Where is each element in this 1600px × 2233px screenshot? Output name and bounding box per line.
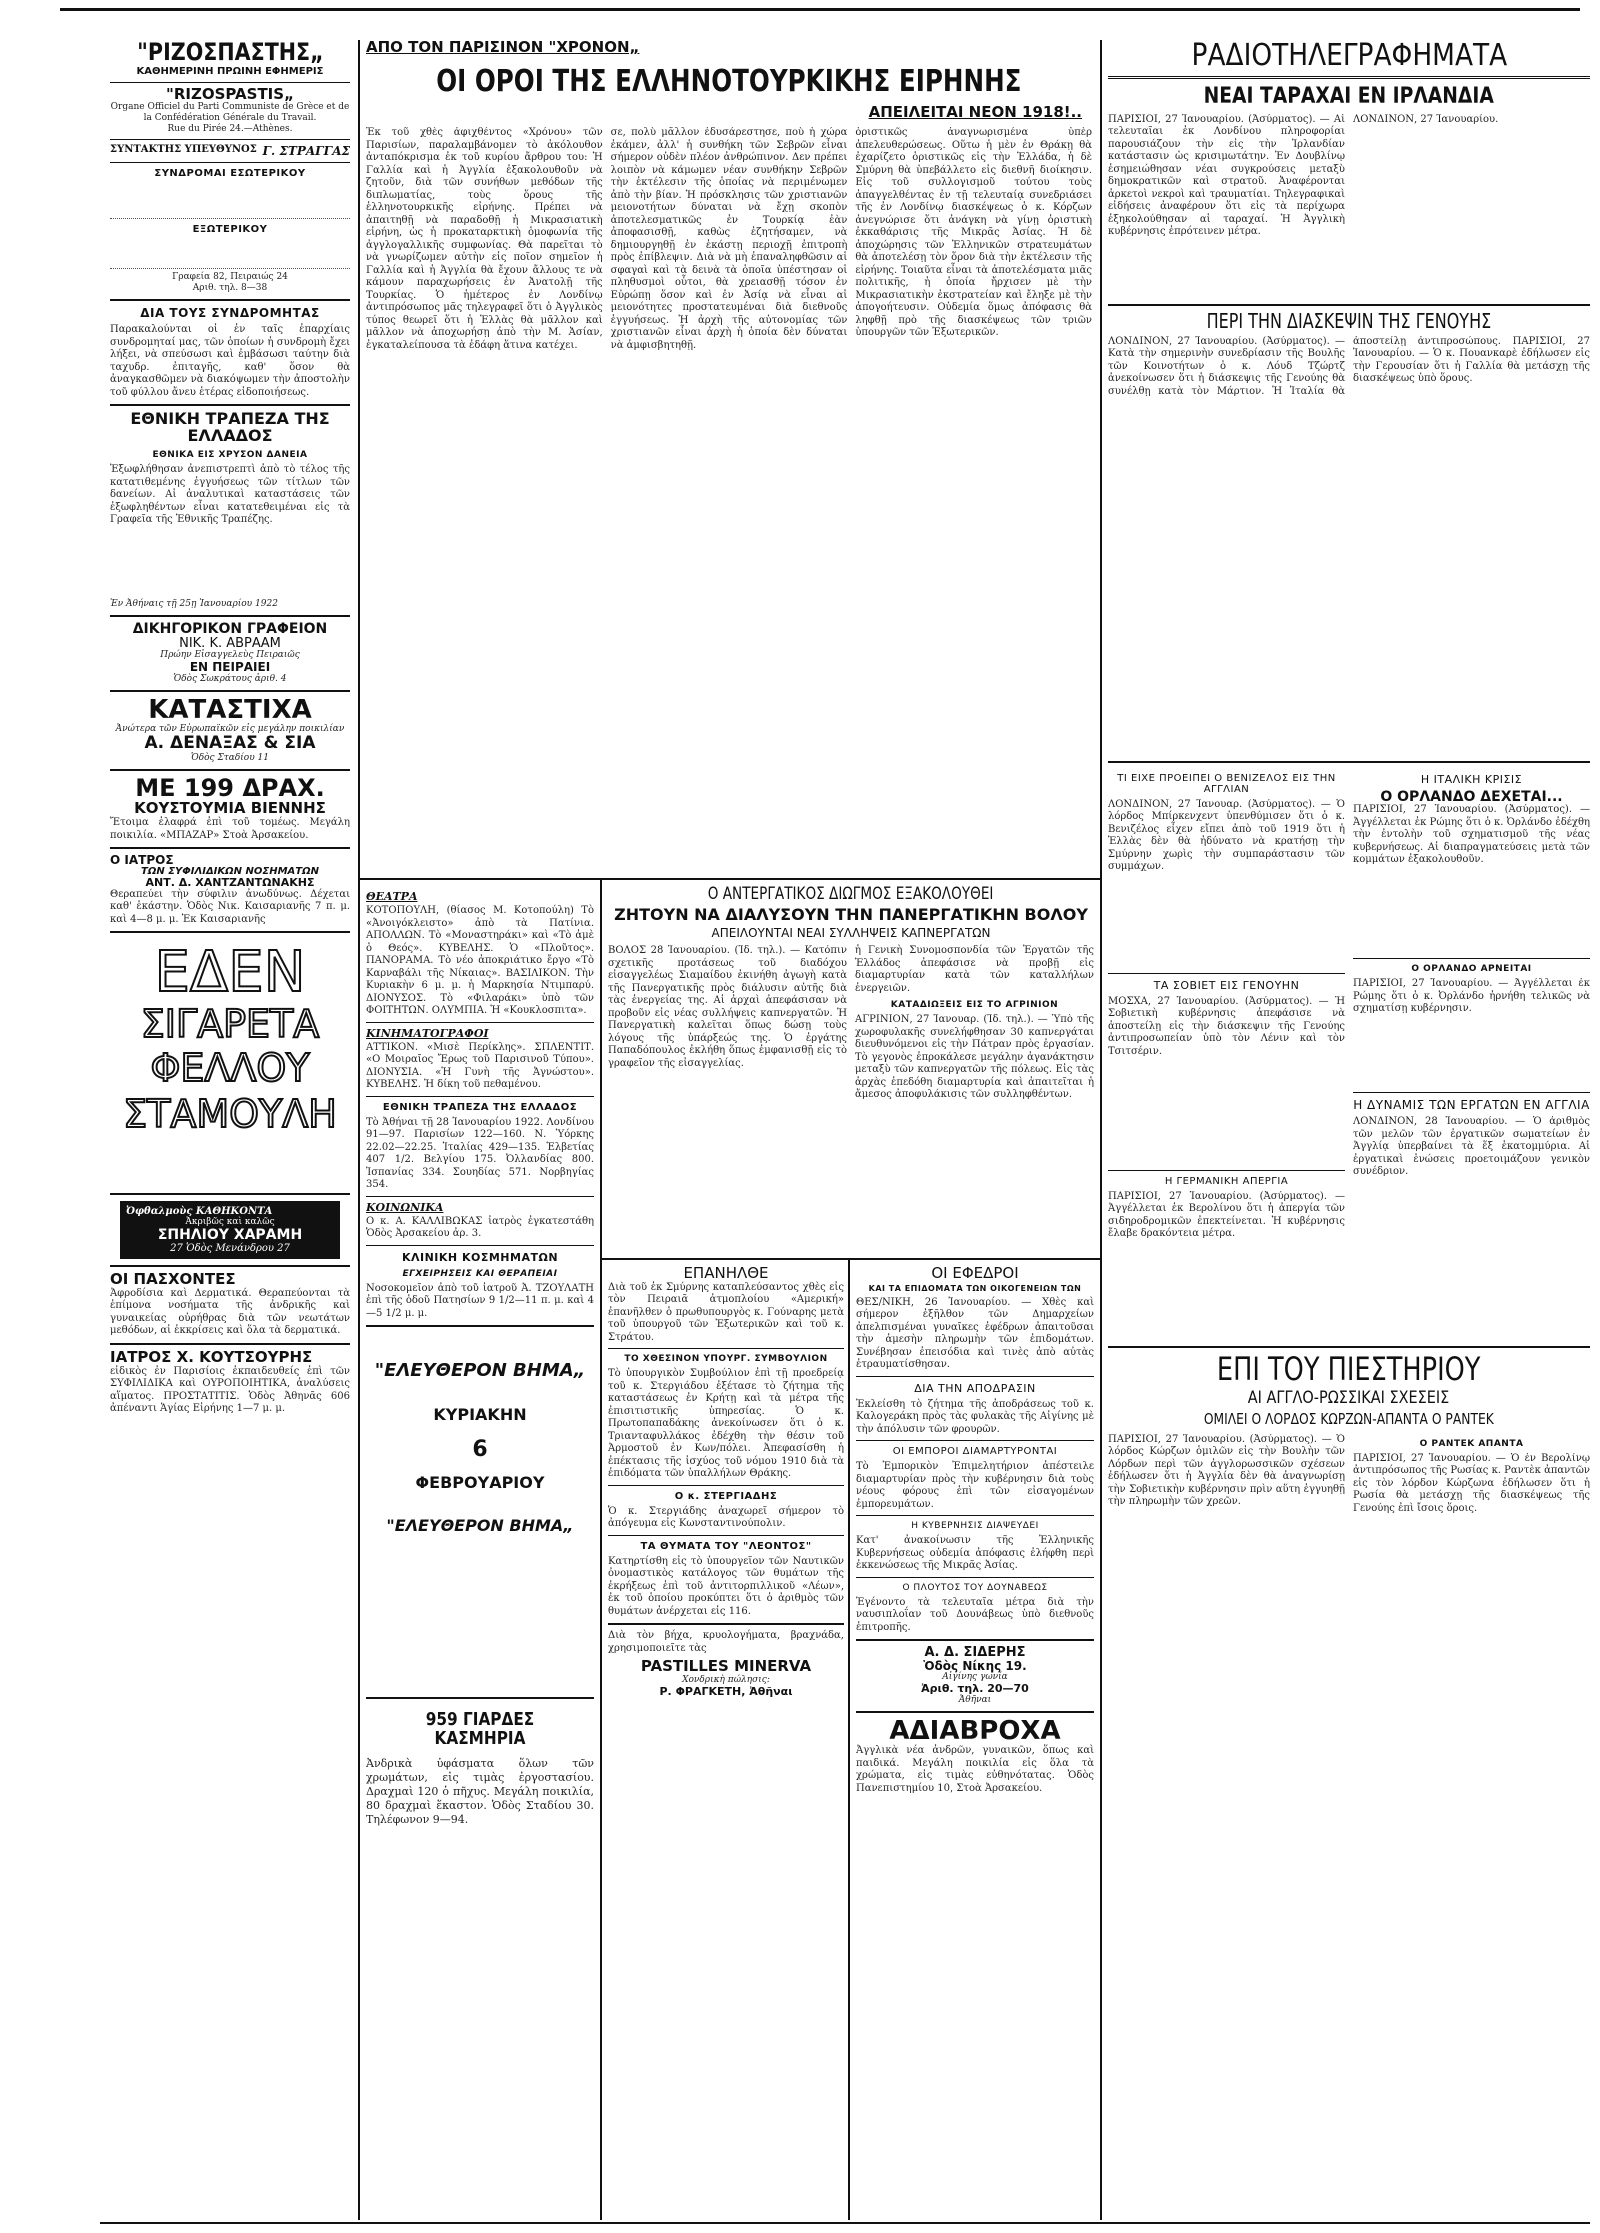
radek-block — [1353, 1434, 1590, 1814]
lawyer-heading: ΔΙΚΗΓΟΡΙΚΟΝ ΓΡΑΦΕΙΟΝ — [132, 621, 328, 638]
bank-rates-heading: ΕΘΝΙΚΗ ΤΡΑΠΕΖΑ ΤΗΣ ΕΛΛΑΔΟΣ — [382, 1101, 578, 1113]
sideris-city: Ἀθῆναι — [958, 1695, 992, 1706]
soviets-text: ΜΟΣΧΑ, 27 Ἰανουαρίου. (Ἀσύρματος). — Ἡ Σοβιετικὴ κυβέρνησις ἀπεφάσισε νὰ ἀποστείλῃ εἰς τὴν διάσκεψιν τῆς Γενούης ἀντιπροσωπείαν ὑπὸ τὸν Λένιν καὶ τὸν Τσιτσέριν. — [1108, 995, 1345, 1057]
main-column-1: Ἐκ τοῦ χθὲς ἀφιχθέντος «Χρόνου» τῶν Παρισίων, παραλαμβάνομεν τὸ ἀκόλουθον ἀνταπόκρισμα ἐκ τοῦ κυρίου ἄρθρου του: Ἡ Γαλλία καὶ ἡ Ἀγγλία ἐξακολουθοῦν νὰ ζητοῦν, διὰ τῶν συνήθων μεθόδων τῆς διπλωματίας, τοὺς ὅρους τῆς ἑλληνοτουρκικῆς εἰρήνης. Πρέπει νὰ ἀπαιτηθῇ νὰ παραδοθῇ ἡ Μικρασιατικὴ εἰρήνη, ὡς ἡ προκαταρκτικὴ ὁμοφωνία τῆς ἀγγλογαλλικῆς συμφωνίας. Θὰ παρεῖται τὸ νὰ γνωρίζωμεν αὐτὴν εἰς ποῖον σημεῖον ἡ Γαλλία καὶ ἡ Ἀγγλία θὰ ἔχουν ἄλλους τε νὰ κάμουν παραχωρήσεις ἐν Ἀνατολῇ τῆς Τουρκίας. Ὁ ἡμέτερος ἐν Λονδίνῳ ἀντιπρόσωπος μᾶς τηλεγραφεῖ ὅτι ὁ Ἀγγλικὸς τύπος θεωρεῖ ὅτι ἡ Ἑλλὰς θὰ μᾶλλον καὶ μᾶλλον νὰ ἀποχωρήσῃ ἀπὸ τὴν Μ. Ἀσίαν, ἐγκαταλείπουσα τὰ ἐδάφη ἅτινα κατέχει. — [366, 127, 603, 351]
optician-address: 27 Ὁδὸς Μενάνδρου 27 — [170, 1243, 290, 1255]
stergiadis-heading: Ο κ. ΣΤΕΡΓΙΑΔΗΣ — [674, 1490, 778, 1502]
press-subheading-2: ΟΜΙΛΕΙ Ο ΛΟΡΔΟΣ ΚΩΡΖΩΝ-ΑΠΑΝΤΑ Ο ΡΑΝΤΕΚ — [1204, 1410, 1494, 1429]
pastilles-sub: Χονδρικὴ πώλησις: — [682, 1675, 770, 1685]
sideris-phone: Ἀριθ. τηλ. 20—70 — [921, 1682, 1029, 1696]
german-strike-heading: Η ΓΕΡΜΑΝΙΚΗ ΑΠΕΡΓΙΑ — [1164, 1175, 1289, 1187]
radio-body — [1108, 114, 1590, 299]
social-heading: ΚΟΙΝΩΝΙΚΑ — [366, 1200, 444, 1214]
theatre-text: ΚΟΤΟΠΟΥΛΗ, (θίασος Μ. Κοτοπούλη) Τὸ «Ἀνοιγόκλειστο» ἀπὸ τὰ Πατίνια. ΑΠΟΛΛΩΝ. Τὸ «Μοναστηράκι» καὶ «Τὸ ἀμὲ ὁ Θεός». ΚΥΒΕΛΗΣ. Ὁ «Πλοῦτος». ΠΑΝΟΡΑΜΑ. Τὸ νέο ἀποκριάτικο ἔργο «Τὸ Καρναβάλι τῆς Νίκαιας». ΒΑΣΙΛΙΚΟΝ. Τὴν Κυριακὴν 6 μ. μ. ἡ Μαρκησία Ντιμπαρύ. ΔΙΟΝΥΣΟΣ. Τὸ «Φιλαράκι» ὑπὸ τῶν ΦΟΙΤΗΤΩΝ. ΟΛΥΜΠΙΑ. Ἡ «Κουκλοσπιτα». — [366, 905, 594, 1016]
vima-date: 6 — [472, 1436, 488, 1462]
suits-heading: ΚΟΥΣΤΟΥΜΙΑ ΒΙΕΝΝΗΣ — [134, 799, 326, 818]
masthead-director — [110, 144, 350, 158]
top-rule — [60, 8, 1580, 11]
doctor-heading: Ο ΙΑΤΡΟΣ — [110, 853, 174, 868]
column-rule — [1100, 40, 1102, 2220]
eden-ad-line3: ΦΕΛΛΟΥ — [150, 1046, 310, 1091]
vima-title-2: "ΕΛΕΥΘΕΡΟΝ ΒΗΜΑ„ — [386, 1515, 574, 1535]
labor-body — [608, 945, 1094, 1245]
main-subhead: ΑΠΕΙΛΕΙΤΑΙ ΝΕΟΝ 1918!.. — [868, 103, 1082, 122]
eden-ad-line1: ΕΔΕΝ — [154, 940, 306, 1006]
main-column-2: σε, πολὺ μᾶλλον ἐδυσάρεστησε, ποὺ ἡ χώρα ἐκάμεν, ἀλλ' ἡ συνθήκη τῶν Σεβρῶν εἶναι σήμερον οὐδὲν πλέον ἀνθρώπινον. Δεν πρέπει λοιπὸν νὰ κάμωμεν νέαν συνθήκην Σεβρῶν τὴν ἐκτέλεσιν τῆς ὁποίας νὰ περιμένωμεν ἀπὸ τὴν βίαν. Ἡ πρόσκλησις τῶν χριστιανῶν μειονοτήτων δύναται νὰ ἔχῃ σκοπὸν ἀποτελεσματικῶς ἐν Τουρκίᾳ ἐὰν ἀποφασισθῇ, καθὼς ἐζητήσαμεν, νὰ δημιουργηθῇ ἐν ἑκάστῃ περιοχῇ ἐπιτροπὴ πρὸς ἐπίβλεψιν. Διὰ νὰ μὴ ἐπαναληφθῶσιν αἱ σφαγαὶ καὶ τὰ δεινὰ τὰ ὁποῖα ὑπέστησαν οἱ πληθυσμοὶ οὗτοι, θὰ χρειασθῇ τόσον ἐν Εὐρώπῃ ὅσον καὶ ἐν Ἀσίᾳ νὰ εἶναι αἱ μειονότητες προστατευμέναι διὰ διεθνοῦς ἐγγυήσεως. Ἡ ἀρχὴ τῆς αὐτονομίας τῶν χριστιανῶν εἶναι ἀρχὴ ἡ ὁποία δὲν δύναται νὰ ἀμφισβητηθῇ. — [610, 127, 848, 351]
clinic-heading: ΚΛΙΝΙΚΗ ΚΟΣΜΗΜΑΤΩΝ — [401, 1250, 559, 1264]
leontos-text: Κατηρτίσθη εἰς τὸ ὑπουργεῖον τῶν Ναυτικῶν ὀνομαστικὸς κατάλογος τῶν θυμάτων τῆς ἐκρήξεως ἐπὶ τοῦ ἀντιτορπιλλικοῦ «Λέων», ἐκ τοῦ ὁποίου προκύπτει ὅτι ὁ ἀριθμὸς τῶν θυμάτων ἀνέρχεται εἰς 116. — [608, 1555, 844, 1617]
main-headline: ΟΙ ΟΡΟΙ ΤΗΣ ΕΛΛΗΝΟΤΟΥΡΚΙΚΗΣ ΕΙΡΗΝΗΣ — [436, 63, 1022, 99]
epanelthe-text: Διὰ τοῦ ἐκ Σμύρνης καταπλεύσαντος χθὲς εἰς τὸν Πειραιᾶ ἀτμοπλοίου «Αμερική» ἐπανῆλθεν ὁ πρωθυπουργὸς κ. Γούναρης μετὰ τοῦ ὑπουργοῦ τῶν Ἐξωτερικῶν καὶ τοῦ κ. Στράτου. — [608, 1281, 844, 1343]
column-rule — [358, 40, 360, 2220]
shop-address: Ὁδὸς Σταδίου 11 — [190, 753, 270, 764]
section-rule — [602, 1258, 1100, 1260]
lawyer-city: ΕΝ ΠΕΙΡΑΙΕΙ — [189, 660, 271, 675]
radio-heading: ΡΑΔΙΟΤΗΛΕΓΡΑΦΗΜΑΤΑ — [1108, 40, 1590, 79]
press-body — [1108, 1434, 1590, 1814]
prosecution-text: ΑΓΡΙΝΙΟΝ, 27 Ἰανουαρ. (Ἰδ. τηλ.). — Ὑπὸ τῆς χωροφυλακῆς συνελήφθησαν 30 καπνεργάται διευθυνόμενοι εἰς τὴν Πάτραν πρὸς ἐργασίαν. Τὸ γεγονὸς ἐπροκάλεσε μεγάλην ἀγανάκτησιν μεταξὺ τῶν καπνεργατῶν τῆς πόλεως. Εἰς τὰς ἀρχὰς ἐπεδόθη διαμαρτυρία καὶ ἀπαιτεῖται ἡ ἄμεσος ἀποφυλάκισις τῶν συλληφθέντων. — [855, 1014, 1094, 1101]
subs-interior: ΣΥΝΔΡΟΜΑΙ ΕΣΩΤΕΡΙΚΟΥ — [154, 168, 306, 180]
shop-name: Α. ΔΕΝΑΞΑΣ & ΣΙΑ — [144, 733, 316, 754]
conference-heading: ΠΕΡΙ ΤΗΝ ΔΙΑΣΚΕΨΙΝ ΤΗΣ ΓΕΝΟΥΗΣ — [1206, 308, 1492, 333]
eden-ad-line4: ΣΤΑΜΟΥΛΗ — [123, 1092, 337, 1137]
soviets-heading: ΤΑ ΣΟΒΙΕΤ ΕΙΣ ΓΕΝΟΥΗΝ — [1153, 978, 1300, 992]
sideris-corner: Αἰγίνης γωνία — [942, 1672, 1008, 1683]
vima-title: "ΕΛΕΥΘΕΡΟΝ ΒΗΜΑ„ — [374, 1360, 586, 1381]
lawyer-address: Ὁδὸς Σωκράτους ἀριθ. 4 — [173, 673, 287, 684]
press-heading: ΕΠΙ ΤΟΥ ΠΙΕΣΤΗΡΙΟΥ — [1217, 1349, 1481, 1388]
doctor-name: ΑΝΤ. Δ. ΧΑΝΤΖΑΝΤΩΝΑΚΗΣ — [145, 876, 315, 890]
subscribers-heading: ΔΙΑ ΤΟΥΣ ΣΥΝΔΡΟΜΗΤΑΣ — [140, 306, 320, 321]
clinic-text: Νοσοκομεῖον ἀπὸ τοῦ ἰατροῦ Ἀ. ΤΖΟΥΛΑΤΗ ἐπὶ τῆς ὁδοῦ Πατησίων 9 1/2—11 π. μ. καὶ 4—5 1/2 μ. μ. — [366, 1282, 594, 1319]
ministry-heading: ΤΟ ΧΘΕΣΙΝΟΝ ΥΠΟΥΡΓ. ΣΥΜΒΟΥΛΙΟΝ — [624, 1354, 828, 1365]
subs-exterior-rates — [110, 239, 350, 269]
right-column — [1108, 40, 1590, 2220]
radio-text-1: ΠΑΡΙΣΙΟΙ, 27 Ἰανουαρίου. (Ἀσύρματος). — Αἱ τελευταῖαι ἐκ Λονδίνου πληροφορίαι παρουσιάζουν τὴν εἰς τὴν Ἰρλανδίαν κατάστασιν ὡς κρισιμωτάτην. Ἐν Δουβλίνῳ ἐσημειώθησαν νέαι συγκρούσεις μεταξὺ δημοκρατικῶν καὶ στρατοῦ. Ἀναφέρονται ἀρκετοὶ νεκροὶ καὶ τραυματίαι. Τηλεγραφικαὶ εἰδήσεις ἀναφέρουν ὅτι εἰς τὰ περίχωρα ἐξηκολούθησαν αἱ ταραχαί. Ἡ Ἀγγλικὴ κυβέρνησις ἐπρότεινεν μέτρα. — [1108, 113, 1345, 238]
vima-ad — [366, 1332, 594, 1692]
bank-rates-text: Τὸ Ἀθήναι τῇ 28 Ἰανουαρίου 1922. Λονδίνου 91—97. Παρισίων 122—160. Ν. Ὑόρκης 22.02—22.25. Ἰταλίας 429—135. Ἑλβετίας 407 1/2. Βελγίου 175. Ὀλλανδίας 800. Ἰσπανίας 334. Σουηδίας 571. Νορβηγίας 354. — [366, 1116, 594, 1190]
lawyer-name: ΝΙΚ. Κ. ΑΒΡΑΑΜ — [179, 635, 281, 651]
bank-subheading: ΕΘΝΙΚΑ ΕΙΣ ΧΡΥΣΟΝ ΔΑΝΕΙΑ — [152, 450, 308, 461]
labor-article — [608, 886, 1094, 1258]
main-article — [366, 40, 1092, 880]
bank-text: Ἐξωφλήθησαν ἀνεπιστρεπτὶ ἀπὸ τὸ τέλος τῆς κατατιθεμένης ἐγγυήσεως τῶν τίτλων τῶν δανείων. Αἱ ἀναλυτικαὶ καταστάσεις τῶν ἐξωφληθέντων εἶναι κατατεθειμέναι εἰς τὰ Γραφεῖα τῆς Ἐθνικῆς Τραπέζης. — [110, 464, 350, 526]
merchants-heading: ΟΙ ΕΜΠΟΡΟΙ ΔΙΑΜΑΡΤΥΡΟΝΤΑΙ — [892, 1446, 1058, 1458]
ephedroi-text: ΘΕΣ/ΝΙΚΗ, 26 Ἰανουαρίου. — Χθὲς καὶ σήμερον ἐξῆλθον τῶν Δημαρχείων ἀπελπισμέναι γυναῖκες ἐφέδρων ἀπαιτοῦσαι τὴν ἀμεσὴν πληρωμὴν τῶν ἐπιδομάτων. Συνέβησαν ἐπεισόδια καὶ τινὲς ἀπὸ αὐτὰς ἐτραυματίσθησαν. — [856, 1296, 1094, 1371]
orlando-heading: Ο ΟΡΛΑΝΔΟ ΑΡΝΕΙΤΑΙ — [1411, 964, 1532, 975]
labor-column-2 — [855, 945, 1094, 1245]
theatre-column — [366, 886, 594, 2216]
prosecution-heading: ΚΑΤΑΔΙΩΞΕΙΣ ΕΙΣ ΤΟ ΑΓΡΙΝΙΟΝ — [890, 1000, 1059, 1011]
suits-price: ΜΕ 199 ΔΡΑΧ. — [135, 774, 325, 803]
labor-subhead: ΑΠΕΙΛΟΥΝΤΑΙ ΝΕΑΙ ΣΥΛΛΗΨΕΙΣ ΚΑΠΝΕΡΓΑΤΩΝ — [711, 925, 991, 940]
kashmir-text: Ἀνδρικὰ ὑφάσματα ὅλων τῶν χρωμάτων, εἰς τιμὰς ἐργοστασίου. Δραχμαὶ 120 ὁ πῆχυς. Μεγάλη ποικιλία, 80 δραχμαὶ ἕκαστον. Ὁδὸς Σταδίου 30. Τηλέφωνον 9—94. — [366, 1756, 594, 1826]
govt-text: Κατ' ἀνακοίνωσιν τῆς Ἑλληνικῆς Κυβερνήσεως οὐδεμία ἀπόφασις ἐλήφθη περὶ ἐκκενώσεως τῆς Μικρᾶς Ἀσίας. — [856, 1535, 1094, 1572]
german-strike-text: ΠΑΡΙΣΙΟΙ, 27 Ἰανουαρίου. (Ἀσύρματος). — Ἀγγέλλεται ἐκ Βερολίνου ὅτι ἡ ἀπεργία τῶν σιδηροδρομικῶν ἐπεκτείνεται. Ἡ κυβέρνησις ἔλαβε δρακόντεια μέτρα. — [1108, 1190, 1345, 1240]
ephedroi-column — [856, 1266, 1094, 2216]
debt-text: Ἐγένοντο τὰ τελευταῖα μέτρα διὰ τὴν ναυσιπλοΐαν τοῦ Δουνάβεως ὑπὸ διεθνοῦς ἐπιτροπῆς. — [856, 1596, 1094, 1633]
kashmir-heading: 959 ΓΙΑΡΔΕΣ ΚΑΣΜΗΡΙΑ — [425, 1709, 535, 1749]
masthead-latin-title: "RIZOSPASTIS„ — [166, 84, 294, 103]
eden-cigarette-ad — [110, 938, 350, 1188]
venizelos-heading: ΤΙ ΕΙΧΕ ΠΡΟΕΙΠΕΙ Ο ΒΕΝΙΖΕΛΟΣ ΕΙΣ ΤΗΝ ΑΓΓΛΙΑΝ — [1117, 772, 1336, 795]
workers-heading: Η ΔΥΝΑΜΙΣ ΤΩΝ ΕΡΓΑΤΩΝ ΕΝ ΑΓΓΛΙΑ — [1353, 1098, 1590, 1113]
masthead-title: "ΡΙΖΟΣΠΑΣΤΗΣ„ — [136, 40, 324, 66]
radio-subheading: ΝΕΑΙ ΤΑΡΑΧΑΙ ΕΝ ΙΡΛΑΝΔΙΑ — [1203, 83, 1495, 109]
doctor2-text: εἰδικὸς ἐν Παρισίοις ἐκπαιδευθείς ἐπὶ τῶν ΣΥΦΙΛΙΔΙΚΑ καὶ ΟΥΡΟΠΟΙΗΤΙΚΑ, ἀναλύσεις αἵματος. ΠΡΟΣΤΑΤΙΤΙΣ. Ὁδὸς Ἀθηνᾶς 606 ἀπέναντι Ἁγίας Εἰρήνης 1—7 μ. μ. — [110, 1365, 350, 1415]
subscribers-text: Παρακαλούνται οἱ ἐν ταῖς ἐπαρχίαις συνδρομηταί μας, τῶν ὁποίων ἡ συνδρομὴ ἔχει λήξει, νὰ σπεύσωσι καὶ ἐμβάσωσι ταύτην διὰ ταχυδρ. ἐπιταγῆς, καθ' ὅσον θὰ ἀναγκασθῶμεν νὰ διακόψωμεν τὴν ἀποστολὴν τοῦ φύλλου ἄνευ ἑτέρας εἰδοποιήσεως. — [110, 324, 350, 398]
shop-heading: ΚΑΤΑΣΤΙΧΑ — [148, 694, 312, 725]
column-rule — [848, 1260, 850, 2220]
sideris-name: Α. Δ. ΣΙΔΕΡΗΣ — [924, 1645, 1026, 1661]
rain-text: Ἀγγλικὰ νέα ἀνδρῶν, γυναικῶν, ὅπως καὶ παιδικά. Μεγάλη ποικιλία εἰς ὅλα τὰ χρώματα, εἰς τιμὰς εὐθηνότατας. Ὁδὸς Πανεπιστημίου 10, Στοὰ Ἀρσακείου. — [856, 1745, 1094, 1794]
passengers-heading: ΟΙ ΠΑΣΧΟΝΤΕΣ — [110, 1270, 236, 1289]
pastilles-text: Διὰ τὸν βήχα, κρυολογήματα, βραχνάδα, χρησιμοποιεῖτε τὰς — [608, 1630, 844, 1654]
orlando-text: ΠΑΡΙΣΙΟΙ, 27 Ἰανουαρίου. — Ἀγγέλλεται ἐκ Ρώμης ὅτι ὁ κ. Ὀρλάνδο ἠρνήθη τελικῶς νὰ σχηματίσῃ κυβέρνησιν. — [1353, 978, 1590, 1015]
pastilles-heading: PASTILLES MINERVA — [640, 1657, 812, 1676]
cinema-heading: ΚΙΝΗΜΑΤΟΓΡΑΦΟΙ — [366, 1026, 489, 1040]
director-name: Γ. ΣΤΡΑΓΓΑΣ — [262, 144, 350, 159]
labor-headline: ΖΗΤΟΥΝ ΝΑ ΔΙΑΛΥΣΟΥΝ ΤΗΝ ΠΑΝΕΡΓΑΤΙΚΗΝ ΒΟΛΟΥ — [614, 904, 1088, 924]
bank-date: Ἐν Ἀθήναις τῇ 25ῃ Ἰανουαρίου 1922 — [110, 599, 278, 610]
bottom-rule — [100, 2222, 1590, 2224]
optician-name: ΣΠΗΛΙΟΥ ΧΑΡΑΜΗ — [157, 1227, 303, 1244]
masthead-organ: Organe Officiel du Parti Communiste de Grèce et de la Confédération Générale du Travail. — [110, 102, 350, 124]
optician-line1: Ὀφθαλμοὺς ΚΑΘΗΚΟΝΤΑ — [126, 1206, 273, 1218]
labor-column-2-text: ἡ Γενικὴ Συνομοσπονδία τῶν Ἐργατῶν τῆς Ἑλλάδος ἀπεφάσισε νὰ προβῇ εἰς διαμαρτυρίαν κατὰ τῶν καταλλήλων ἐνεργειῶν. — [855, 945, 1094, 994]
left-column — [110, 40, 350, 2220]
venizelos-text: ΛΟΝΔΙΝΟΝ, 27 Ἰανουαρ. (Ἀσύρματος). — Ὁ λόρδος Μπίρκενχεντ ὑπενθύμισεν ὅτι ὁ κ. Βενιζέλος εἶχεν εἴπει ἀπὸ τοῦ 1919 ὅτι ἡ Ἑλλὰς δὲν θὰ ἠδύνατο νὰ κρατήσῃ τὴν Σμύρνην χωρὶς τὴν συμπαράστασιν τῶν συμμάχων. — [1108, 798, 1345, 873]
debt-heading: Ο ΠΛΟΥΤΟΣ ΤΟΥ ΔΟΥΝΑΒΕΩΣ — [902, 1582, 1048, 1593]
doctor2-heading: ΙΑΤΡΟΣ Χ. ΚΟΥΤΣΟΥΡΗΣ — [110, 1347, 313, 1366]
masthead-subtitle: ΚΑΘΗΜΕΡΙΝΗ ΠΡΩΙΝΗ ΕΦΗΜΕΡΙΣ — [136, 66, 324, 78]
masthead-phone: Αριθ. τηλ. 8—38 — [192, 283, 268, 294]
ephedroi-heading: ΟΙ ΕΦΕΔΡΟΙ — [931, 1266, 1019, 1282]
italy-text: ΠΑΡΙΣΙΟΙ, 27 Ἰανουαρίου. (Ἀσύρματος). — Ἀγγέλλεται ἐκ Ρώμης ὅτι ὁ κ. Ὀρλάνδο ἐδέχθη τὴν ἐντολὴν τοῦ σχηματισμοῦ τῆς νέας κυβερνήσεως. Αἱ διαπραγματεύσεις μετὰ τῶν κομμάτων ἐξακολουθοῦν. — [1353, 804, 1590, 866]
labor-kicker: Ο ΑΝΤΕΡΓΑΤΙΚΟΣ ΔΙΩΓΜΟΣ ΕΞΑΚΟΛΟΥΘΕΙ — [708, 886, 994, 904]
main-column-3: ὁριστικῶς ἀναγνωρισμένα ὑπὲρ ἀπελευθερώσεως. Οὕτω ἡ μὲν ἐν Θράκῃ θὰ ἐχαρίζετο ὁριστικῶς εἰς τὴν Ἑλλάδα, ἡ δὲ Σμύρνη θὰ ὑπεβάλλετο εἰς διεθνῆ διοίκησιν. Εἰς τοῦ συλλογισμοῦ τούτου τοὺς ἀπαγγελθέντας ἐν τῇ τελευταίᾳ συνεδριάσει τῆς ἐν Λονδίνῳ διασκέψεως ὁ κ. Κόρζων ἀνεγνώρισε ὅτι ἀνάγκη νὰ γίνῃ ὁριστικὴ ἐκκαθάρισις τῆς Μικρᾶς Ἀσίας. Ἡ δὲ ἀποχώρησις τῶν Ἑλληνικῶν στρατευμάτων θὰ ἀποτελέσῃ τὸν ὅρον διὰ τὴν ἐκτέλεσιν τῆς εἰρήνης. Τοιαῦτα εἶναι τὰ ἀποτελέσματα μιᾶς πολιτικῆς, ἡ ὁποία ἤρχισεν μὲ τὴν Μικρασιατικὴν ἐκστρατείαν καὶ ἔληξε μὲ τὴν ἀπογοήτευσιν. Οὐδεμία ὅμως ἀπόφασις θὰ ληφθῇ πρὸ τῆς διασκέψεως τῶν τριῶν ὑπουργῶν τῶν Ἐξωτερικῶν. — [855, 127, 1092, 338]
epanelthe-heading: ΕΠΑΝΗΛΘΕ — [683, 1266, 769, 1282]
govt-heading: Η ΚΥΒΕΡΝΗΣΙΣ ΔΙΑΨΕΥΔΕΙ — [911, 1521, 1039, 1532]
conference-text: ΛΟΝΔΙΝΟΝ, 27 Ἰανουαρίου. (Ἀσύρματος). — Κατὰ τὴν σημερινὴν συνεδρίασιν τῆς Βουλῆς τῶν Κοινοτήτων ὁ κ. Λόυδ Τζώρτζ ἀνεκοίνωσεν ὅτι ἡ διάσκεψις τῆς Γενούης θὰ συνέλθῃ κατὰ τὸν Μάρτιον. Ἡ Ἰταλία θὰ ἀποστείλῃ ἀντιπροσώπους. ΠΑΡΙΣΙΟΙ, 27 Ἰανουαρίου. — Ὁ κ. Πουανκαρὲ ἐδήλωσεν εἰς τὴν Γερουσίαν ὅτι ἡ Γαλλία θὰ μετάσχῃ τῆς διασκέψεως ὑπὸ ὅρους. — [1108, 335, 1590, 397]
leontos-heading: ΤΑ ΘΥΜΑΤΑ ΤΟΥ "ΛΕΟΝΤΟΣ" — [640, 1540, 812, 1552]
sideris-address: Ὁδὸς Νίκης 19. — [923, 1658, 1027, 1673]
director-label: ΣΥΝΤΑΚΤΗΣ ΥΠΕΥΘΥΝΟΣ — [110, 144, 257, 156]
pastilles-seller: Ρ. ΦΡΑΓΚΕΤΗ, Ἀθῆναι — [659, 1685, 793, 1698]
labor-column-1: ΒΟΛΟΣ 28 Ἰανουαρίου. (Ἰδ. τηλ.). — Κατόπιν σχετικῆς προτάσεως τοῦ διαδόχου εἰσαγγελέως Σιαμαίδου ἐκινήθη ἀγωγὴ κατὰ τῆς Πανεργατικῆς πρὸς διάλυσιν αὐτῆς διὰ τὰς ἐνεργείας της. Αἱ ἀρχαὶ ἀπεφάσισαν νὰ προβοῦν εἰς νέας συλλήψεις καπνεργατῶν. Ἡ Πανεργατικὴ καλεῖται ὅπως δώσῃ τοὺς λόγους τῆς ὑπάρξεώς της. Ὁ ἐργάτης Παπαδόπουλος ἐκλήθη ὅπως ἐμφανισθῇ εἰς τὸ γραφεῖον τῆς εἰσαγγελίας. — [608, 945, 847, 1069]
right-subcol-1 — [1108, 768, 1345, 1341]
bank-heading: ΕΘΝΙΚΗ ΤΡΑΠΕΖΑ ΤΗΣ ΕΛΛΑΔΟΣ — [130, 409, 330, 446]
vima-month: ΦΕΒΡΟΥΑΡΙΟΥ — [415, 1472, 545, 1492]
column-rule — [600, 880, 602, 2220]
subs-exterior: ΕΞΩΤΕΡΙΚΟΥ — [192, 224, 268, 236]
section-rule — [360, 878, 1100, 880]
workers-text: ΛΟΝΔΙΝΟΝ, 28 Ἰανουαρίου. — Ὁ ἀριθμὸς τῶν μελῶν τῶν ἐργατικῶν σωματείων ἐν Ἀγγλίᾳ ὑπερβαίνει τὰ ἕξ ἑκατομμύρια. Αἱ ἐργατικαὶ ἑνώσεις προετοιμάζουν γενικὸν συνέδριον. — [1353, 1116, 1590, 1178]
lawyer-sub: Πρώην Εἰσαγγελεὺς Πειραιῶς — [160, 650, 300, 661]
press-text: ΠΑΡΙΣΙΟΙ, 27 Ἰανουαρίου. (Ἀσύρματος). — Ὁ λόρδος Κώρζων ὁμιλῶν εἰς τὴν Βουλὴν τῶν Λόρδων περὶ τῶν ἀγγλορωσσικῶν σχέσεων ἐδήλωσεν ὅτι ἡ Ἀγγλία δὲν θὰ ἀναγνωρίσῃ τὴν Σοβιετικὴν κυβέρνησιν πρὶν αὕτη ἐγγυηθῇ τὴν πληρωμὴν τῶν χρεῶν. — [1108, 1433, 1345, 1508]
merchants-text: Τὸ Ἐμπορικὸν Ἐπιμελητήριον ἀπέστειλε διαμαρτυρίαν πρὸς τὴν κυβέρνησιν διὰ τοὺς νέους φόρους ἐπὶ τῶν εἰσαγομένων ἐμπορευμάτων. — [856, 1461, 1094, 1510]
right-subcol-2 — [1353, 768, 1590, 1341]
escape-text: Ἐκλείσθη τὸ ζήτημα τῆς ἀποδράσεως τοῦ κ. Καλογεράκη πρὸς τὰς φυλακὰς τῆς Αἰγίνης μὲ τὴν ἀπόλυσιν τῶν φρουρῶν. — [856, 1398, 1094, 1435]
right-two-cols — [1108, 768, 1590, 1341]
theatre-heading: ΘΕΑΤΡΑ — [366, 890, 418, 903]
clinic-subheading: ΕΓΧΕΙΡΗΣΕΙΣ ΚΑΙ ΘΕΡΑΠΕΙΑΙ — [402, 1268, 558, 1279]
suits-text: Ἔτοιμα ἐλαφρά ἐπὶ τοῦ τομέως. Μεγάλη ποικιλία. «ΜΠΑΖΑΡ» Στοὰ Ἀρσακείου. — [110, 817, 350, 841]
shop-sub: Ἀνώτερα τῶν Εὐρωπαϊκῶν εἰς μεγάλην ποικιλίαν — [115, 724, 345, 735]
ephedroi-subheading: ΚΑΙ ΤΑ ΕΠΙΔΟΜΑΤΑ ΤΩΝ ΟΙΚΟΓΕΝΕΙΩΝ ΤΩΝ — [868, 1283, 1082, 1293]
cinema-text: ΑΤΤΙΚΟΝ. «Μισὲ Περίκλης». ΣΠΛΕΝΤΙΤ. «Ο Μοιραῖος Ἔρως τοῦ Παρισινοῦ Τύπου». ΔΙΟΝΥΣΙΑ. «Ἡ Γυνὴ τῆς Ἀγνώστου». ΚΥΒΕΛΗΣ. Ἡ δίκη τοῦ πεθαμένου. — [366, 1041, 594, 1090]
social-text: Ο κ. Α. ΚΑΛΛΙΒΩΚΑΣ ἰατρὸς ἐγκατεστάθη Ὁδὸς Ἀρσακείου ἀρ. 3. — [366, 1215, 594, 1239]
main-kicker: ΑΠΟ ΤΟΝ ΠΑΡΙΣΙΝΟΝ "ΧΡΟΝΟΝ„ — [366, 40, 640, 56]
main-article-body — [366, 127, 1092, 837]
subs-interior-rates — [110, 183, 350, 219]
radek-text: ΠΑΡΙΣΙΟΙ, 27 Ἰανουαρίου. — Ὁ ἐν Βερολίνῳ ἀντιπρόσωπος τῆς Ρωσίας κ. Ραντὲκ ἀπαντῶν εἰς τὸν λόρδον Κώρζωνα ἐδήλωσεν ὅτι ἡ Ρωσία θὰ μετάσχῃ τῆς διασκέψεως τῆς Γενούης ἐπὶ ἴσοις ὅροις. — [1353, 1452, 1590, 1514]
vima-day: ΚΥΡΙΑΚΗΝ — [433, 1404, 527, 1424]
passengers-text: Ἀφροδίσια καὶ Δερματικά. Θεραπεύονται τὰ ἐπίμονα νοσήματα τῆς ἀνδρικῆς καὶ γυναικείας οὐρήθρας διὰ τῶν νεωτάτων μεθόδων, αἱ ἐκκρίσεις καὶ ὅλα τὰ δερματικά. — [110, 1287, 350, 1337]
notes-column — [608, 1266, 844, 2216]
optician-line2: Ἀκριβῶς καὶ καλῶς — [185, 1217, 275, 1228]
ministry-text: Τὸ ὑπουργικὸν Συμβούλιον ἐπὶ τῇ προεδρείᾳ τοῦ κ. Στεργιάδου ἐξέτασε τὸ ζήτημα τῆς καταστάσεως ἐν Κρήτῃ καὶ τὰ μέτρα τῆς ἐπισιτιστικῆς ὑπηρεσίας. Ὁ κ. Πρωτοπαπαδάκης ἀνεκοίνωσεν ὅτι ὁ κ. Τριανταφυλλάκος ἐδέχθη τὴν θέσιν τοῦ Ἀρμοστοῦ ἐν Κων/πόλει. Ἀπεφασίσθη ἡ ἐπέκτασις τῆς ἰσχύος τοῦ νόμου 1910 διὰ τὰ ἐπιδόματα τῶν ὑπαλλήλων Θράκης. — [608, 1368, 844, 1480]
italy-subheading: Ο ΟΡΛΑΝΔΟ ΔΕΧΕΤΑΙ... — [1380, 788, 1563, 805]
stergiadis-text: Ὁ κ. Στεργιάδης ἀναχωρεῖ σήμερον τὸ ἀπόγευμα εἰς Κωνσταντινούπολιν. — [608, 1505, 844, 1530]
radio-text-2: ΛΟΝΔΙΝΟΝ, 27 Ἰανουαρίου. — [1353, 113, 1499, 125]
doctor-text: Θεραπεύει τὴν σύφιλιν ἀνωδύνως. Δέχεται καθ' ἑκάστην. Ὁδὸς Νικ. Καισαριανῆς 7 π. μ. καὶ 4—8 μ. μ. Ἐκ Καισαριανῆς — [110, 888, 350, 925]
masthead-offices: Γραφεία 82, Πειραιώς 24 — [172, 272, 288, 283]
masthead-address: Rue du Pirée 24.—Athènes. — [167, 124, 293, 135]
radek-heading: Ο ΡΑΝΤΕΚ ΑΠΑΝΤΑ — [1419, 1438, 1524, 1449]
optician-ad — [120, 1201, 340, 1259]
eden-ad-line2: ΣΙΓΑΡΕΤΑ — [140, 1002, 320, 1047]
press-subheading: ΑΙ ΑΓΓΛΟ-ΡΩΣΣΙΚΑΙ ΣΧΕΣΕΙΣ — [1248, 1388, 1450, 1409]
escape-heading: ΔΙΑ ΤΗΝ ΑΠΟΔΡΑΣΙΝ — [914, 1381, 1036, 1395]
italy-heading: Η ΙΤΑΛΙΚΗ ΚΡΙΣΙΣ — [1420, 772, 1523, 786]
rain-heading: ΑΔΙΑΒΡΟΧΑ — [889, 1716, 1061, 1747]
doctor-sub: ΤΩΝ ΣΥΦΙΛΙΔΙΚΩΝ ΝΟΣΗΜΑΤΩΝ — [141, 865, 319, 877]
